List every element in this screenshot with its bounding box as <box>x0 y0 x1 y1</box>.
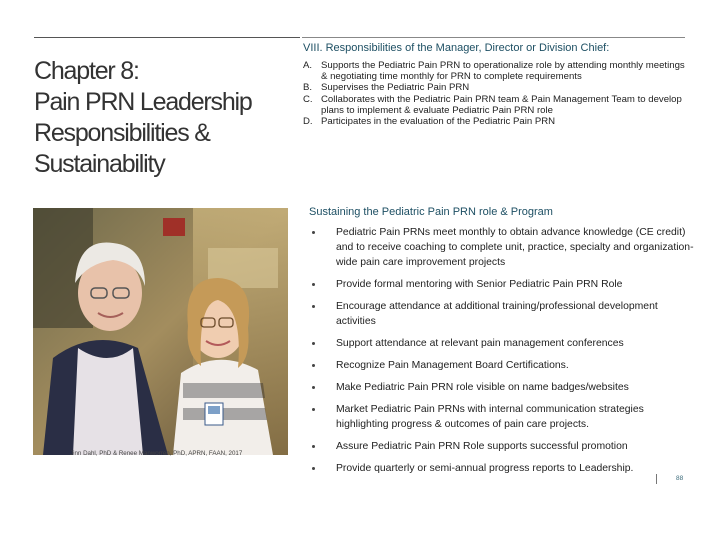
photo-illustration <box>33 208 288 455</box>
bullet-icon <box>312 283 315 286</box>
photo-caption: Jinn Dahl, PhD & Renee Manworren, PhD, APRN, FAAN, 2017 <box>70 450 243 457</box>
title-divider <box>34 37 300 38</box>
slide-title <box>34 56 294 180</box>
item-text: Pediatric Pain PRNs meet monthly to obtain advance knowledge (CE credit) and to receive coaching to complete unit, practice, specialty and organization-wide pain care improvement projects <box>336 227 694 268</box>
list-item <box>303 60 688 82</box>
list-item <box>309 358 694 373</box>
title-line: Chapter 8: <box>34 57 139 85</box>
bullet-icon <box>312 305 315 308</box>
list-item <box>309 277 694 292</box>
list-item <box>309 439 694 454</box>
item-text: Provide formal mentoring with Senior Pediatric Pain PRN Role <box>336 279 623 290</box>
item-text: Encourage attendance at additional training/professional development activities <box>336 301 658 327</box>
bullet-icon <box>312 445 315 448</box>
item-text: Recognize Pain Management Board Certifications. <box>336 360 569 371</box>
list-item <box>309 461 694 476</box>
bullet-icon <box>312 231 315 234</box>
item-text: Participates in the evaluation of the Pediatric Pain PRN <box>321 116 556 128</box>
photo <box>33 208 288 455</box>
bullet-icon <box>312 408 315 411</box>
list-item <box>309 299 694 329</box>
item-text: Collaborates with the Pediatric Pain PRN team & Pain Management Team to develop plans to implement & evaluate Pediatric Pain PRN role <box>321 93 682 116</box>
sustaining-list <box>309 225 694 483</box>
bullet-icon <box>312 467 315 470</box>
item-letter: A. <box>303 60 313 71</box>
title-line: Responsibilities & <box>34 119 210 147</box>
item-letter: D. <box>303 116 313 128</box>
item-text: Supervises the Pediatric Pain PRN <box>321 82 470 94</box>
title-line: Pain PRN Leadership <box>34 88 252 116</box>
responsibilities-list <box>303 60 688 127</box>
list-item <box>303 94 688 116</box>
responsibilities-heading: VIII. Responsibilities of the Manager, Director or Division Chief: <box>303 42 610 54</box>
item-text: Make Pediatric Pain PRN role visible on name badges/websites <box>336 382 629 393</box>
title-line: Sustainability <box>34 150 165 178</box>
bullet-icon <box>312 342 315 345</box>
bullet-icon <box>312 364 315 367</box>
item-text: Support attendance at relevant pain management conferences <box>336 338 624 349</box>
list-item <box>303 116 688 127</box>
list-item <box>309 380 694 395</box>
list-item <box>309 402 694 432</box>
sustaining-heading: Sustaining the Pediatric Pain PRN role & Program <box>309 206 553 218</box>
item-text: Provide quarterly or semi-annual progress reports to Leadership. <box>336 463 634 474</box>
list-item <box>303 82 688 93</box>
page-number-divider <box>656 474 657 484</box>
item-letter: C. <box>303 93 313 105</box>
item-text: Assure Pediatric Pain PRN Role supports successful promotion <box>336 441 628 452</box>
item-text: Supports the Pediatric Pain PRN to operationalize role by attending monthly meetings & negotiating time monthly for PRN to complete requirements <box>321 60 685 83</box>
item-letter: B. <box>303 82 313 94</box>
item-text: Market Pediatric Pain PRNs with internal communication strategies highlighting progress & outcomes of pain care projects. <box>336 404 644 430</box>
responsibilities-divider <box>302 37 685 38</box>
bullet-icon <box>312 386 315 389</box>
list-item <box>309 336 694 351</box>
page-number: 88 <box>676 475 684 482</box>
list-item <box>309 225 694 270</box>
